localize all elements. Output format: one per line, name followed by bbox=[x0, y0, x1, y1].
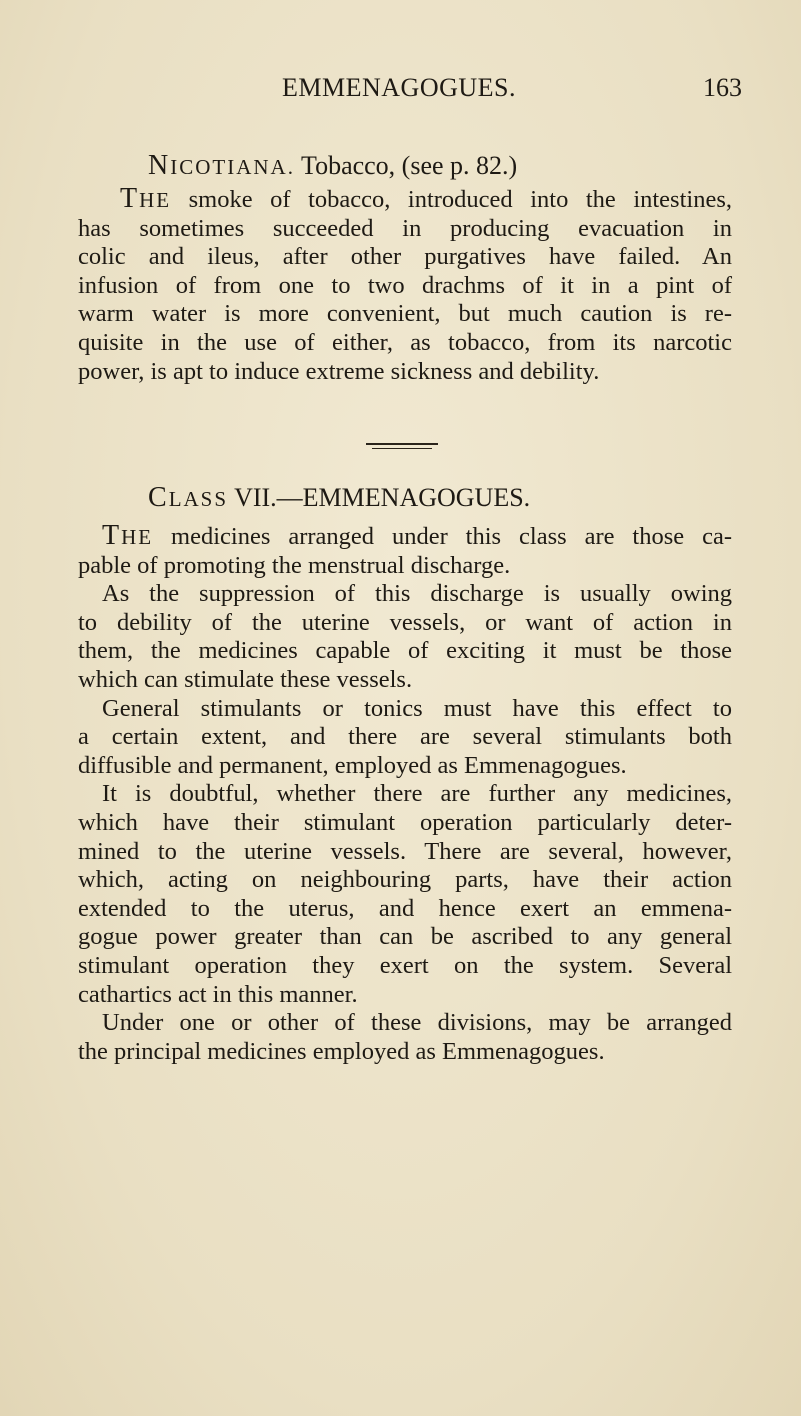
body-line bbox=[78, 723, 732, 752]
body-line bbox=[78, 552, 732, 581]
body-line bbox=[78, 838, 732, 867]
nicotiana-para-lead: T bbox=[120, 183, 140, 214]
body-line bbox=[78, 866, 732, 895]
nicotiana-name-rest: ICOTIANA. bbox=[170, 155, 295, 179]
class-heading-small: LASS bbox=[168, 487, 229, 511]
body-line-text: gogue power greater than can be ascribed to any general bbox=[78, 923, 732, 951]
body-para-lead: T bbox=[102, 520, 122, 551]
body-line-text: the principal medicines employed as Emmenagogues. bbox=[78, 1037, 605, 1065]
nicotiana-line-text: power, is apt to induce extreme sickness and debility. bbox=[78, 357, 600, 385]
nicotiana-line bbox=[78, 272, 732, 301]
page-number: 163 bbox=[703, 73, 742, 102]
nicotiana-line-text: smoke of tobacco, introduced into the intestines, bbox=[171, 186, 732, 213]
body-line-text: Under one or other of these divisions, may be arranged bbox=[102, 1009, 732, 1037]
nicotiana-line bbox=[78, 358, 732, 387]
class-heading bbox=[148, 482, 530, 514]
body-line-text: medicines arranged under this class are those ca- bbox=[153, 523, 732, 550]
body-line-text: cathartics act in this manner. bbox=[78, 980, 358, 1008]
class-heading-rest: VII.—EMMENAGOGUES. bbox=[228, 483, 531, 512]
section-rule-thin bbox=[372, 448, 432, 449]
body-line-text: them, the medicines capable of exciting it must be those bbox=[78, 637, 732, 665]
body-line bbox=[78, 1038, 732, 1067]
nicotiana-line-text: has sometimes succeeded in producing evacuation in bbox=[78, 214, 732, 242]
running-head-title: EMMENAGOGUES. bbox=[282, 73, 516, 102]
body-line-text: which, acting on neighbouring parts, have their action bbox=[78, 866, 732, 894]
body-line bbox=[78, 695, 732, 724]
body-line bbox=[78, 609, 732, 638]
body-line bbox=[78, 981, 732, 1010]
body-line-text: General stimulants or tonics must have this effect to bbox=[102, 694, 732, 722]
body-line bbox=[78, 895, 732, 924]
class-heading-lead: C bbox=[148, 482, 169, 513]
class-body-text bbox=[78, 522, 732, 1066]
body-line-text: stimulant operation they exert on the system. Several bbox=[78, 951, 732, 979]
nicotiana-line bbox=[78, 185, 732, 215]
body-line bbox=[78, 780, 732, 809]
body-line-text: extended to the uterus, and hence exert an emmena- bbox=[78, 894, 732, 922]
nicotiana-line bbox=[78, 329, 732, 358]
nicotiana-line bbox=[78, 215, 732, 244]
body-line bbox=[78, 809, 732, 838]
body-line-text: diffusible and permanent, employed as Emmenagogues. bbox=[78, 751, 627, 779]
nicotiana-paragraph bbox=[78, 185, 732, 386]
body-line-text: which can stimulate these vessels. bbox=[78, 665, 413, 693]
nicotiana-para-lead-rest: HE bbox=[139, 188, 172, 212]
body-para-lead-rest: HE bbox=[121, 525, 154, 549]
body-line bbox=[78, 923, 732, 952]
body-line bbox=[78, 637, 732, 666]
body-line-text: mined to the uterine vessels. There are several, however, bbox=[78, 837, 732, 865]
body-line bbox=[78, 952, 732, 981]
section-rule bbox=[366, 443, 438, 445]
nicotiana-common-name: Tobacco, (see p. 82.) bbox=[294, 151, 518, 180]
body-line-text: As the suppression of this discharge is usually owing bbox=[102, 580, 732, 608]
body-line bbox=[78, 752, 732, 781]
body-line-text: It is doubtful, whether there are further any medicines, bbox=[102, 780, 732, 808]
nicotiana-line-text: infusion of from one to two drachms of it in a pint of bbox=[78, 271, 732, 299]
body-line bbox=[78, 666, 732, 695]
body-line-text: to debility of the uterine vessels, or want of action in bbox=[78, 608, 732, 636]
nicotiana-line-text: quisite in the use of either, as tobacco, from its narcotic bbox=[78, 328, 732, 356]
nicotiana-line-text: warm water is more convenient, but much caution is re- bbox=[78, 300, 732, 328]
body-line bbox=[78, 1009, 732, 1038]
nicotiana-line bbox=[78, 243, 732, 272]
nicotiana-line bbox=[78, 300, 732, 329]
running-head bbox=[52, 73, 752, 107]
body-line-text: which have their stimulant operation particularly deter- bbox=[78, 808, 732, 836]
book-page bbox=[52, 0, 752, 1416]
body-line-text: pable of promoting the menstrual discharge. bbox=[78, 551, 511, 579]
body-line-text: a certain extent, and there are several stimulants both bbox=[78, 723, 732, 751]
nicotiana-name-lead: N bbox=[148, 150, 171, 181]
body-line bbox=[78, 580, 732, 609]
nicotiana-line-text: colic and ileus, after other purgatives have failed. An bbox=[78, 243, 732, 271]
body-line bbox=[78, 522, 732, 552]
nicotiana-heading bbox=[148, 150, 517, 182]
